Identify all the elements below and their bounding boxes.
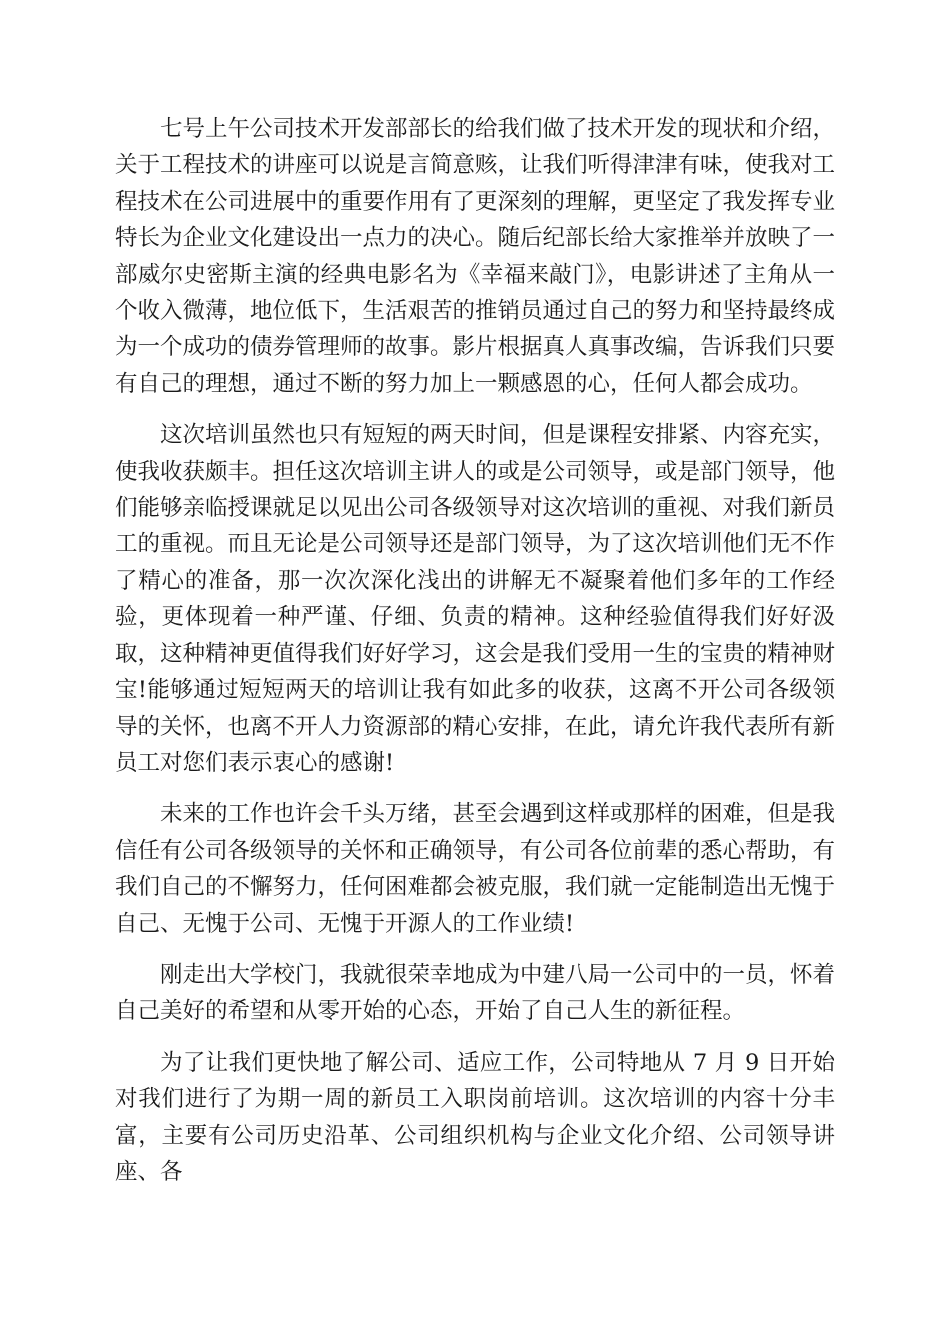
paragraph-2: 这次培训虽然也只有短短的两天时间，但是课程安排紧、内容充实，使我收获颇丰。担任这次培训主讲人的或是公司领导，或是部门领导，他们能够亲临授课就足以见出公司各级领导对这次培训的重视、对我们新员工的重视。而且无论是公司领导还是部门领导，为了这次培训他们无不作了精心的准备，那一次次深化浅出的讲解无不凝聚着他们多年的工作经验，更体现着一种严谨、仔细、负责的精神。这种经验值得我们好好汲取，这种精神更值得我们好好学习，这会是我们受用一生的宝贵的精神财宝!能够通过短短两天的培训让我有如此多的收获，这离不开公司各级领导的关怀，也离不开人力资源部的精心安排，在此，请允许我代表所有新员工对您们表示衷心的感谢!	[115, 422, 836, 776]
paragraph-5: 为了让我们更快地了解公司、适应工作，公司特地从 7 月 9 日开始对我们进行了为期一周的新员工入职岗前培训。这次培训的内容十分丰富，主要有公司历史沿革、公司组织机构与企业文化介绍、公司领导讲座、各	[115, 1049, 835, 1185]
paragraph-1: 七号上午公司技术开发部部长的给我们做了技术开发的现状和介绍，关于工程技术的讲座可以说是言简意赅，让我们听得津津有味，使我对工程技术在公司进展中的重要作用有了更深刻的理解，更坚定了我发挥专业特长为企业文化建设出一点力的决心。随后纪部长给大家推举并放映了一部威尔史密斯主演的经典电影名为《幸福来敲门》，电影讲述了主角从一个收入微薄，地位低下，生活艰苦的推销员通过自己的努力和坚持最终成为一个成功的债券管理师的故事。影片根据真人真事改编，告诉我们只要有自己的理想，通过不断的努力加上一颗感恩的心，任何人都会成功。	[115, 116, 836, 397]
paragraph-3: 未来的工作也许会千头万绪，甚至会遇到这样或那样的困难，但是我信任有公司各级领导的关怀和正确领导，有公司各位前辈的悉心帮助，有我们自己的不懈努力，任何困难都会被克服，我们就一定能制造出无愧于自己、无愧于公司、无愧于开源人的工作业绩!	[115, 801, 836, 937]
body-text	[115, 111, 835, 1205]
paragraph-4: 刚走出大学校门，我就很荣幸地成为中建八局一公司中的一员，怀着自己美好的希望和从零开始的心态，开始了自己人生的新征程。	[115, 961, 836, 1025]
